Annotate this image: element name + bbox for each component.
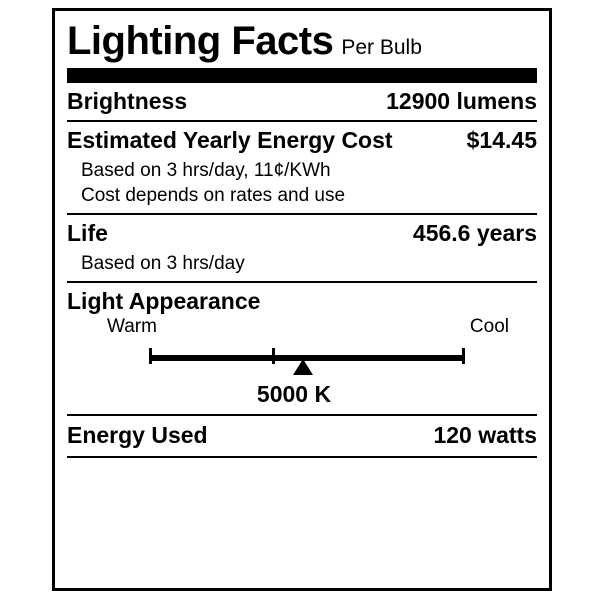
life-value: 456.6 years	[412, 220, 537, 246]
energy-cost-label: Estimated Yearly Energy Cost	[67, 127, 393, 153]
scale-marker-triangle-icon	[293, 359, 313, 375]
title-main-text: Lighting Facts	[67, 19, 334, 63]
lighting-facts-label	[52, 8, 552, 591]
appearance-scale	[67, 341, 537, 375]
brightness-label: Brightness	[67, 88, 188, 114]
scale-tick-left	[149, 348, 152, 364]
title-sub-text: Per Bulb	[341, 36, 422, 59]
energy-cost-note-1: Based on 3 hrs/day, 11¢/KWh	[81, 160, 331, 181]
label-title	[67, 19, 537, 65]
energy-used-row	[67, 416, 537, 456]
energy-cost-note-2: Cost depends on rates and use	[81, 185, 346, 206]
title-divider-bar	[67, 68, 537, 83]
scale-tick-middle	[272, 348, 275, 364]
brightness-value: 12900 lumens	[386, 88, 537, 114]
life-note: Based on 3 hrs/day	[81, 253, 245, 274]
brightness-row	[67, 83, 537, 120]
energy-used-label: Energy Used	[67, 422, 208, 448]
life-label: Life	[67, 220, 108, 246]
scale-warm-label: Warm	[107, 316, 157, 337]
appearance-scale-endpoints	[67, 316, 537, 339]
color-temperature-value: 5000 K	[256, 381, 332, 407]
energy-cost-row	[67, 122, 537, 159]
label-content	[67, 19, 537, 458]
energy-cost-value: $14.45	[466, 127, 537, 153]
life-row	[67, 215, 537, 252]
divider-after-energy-used	[67, 456, 537, 458]
energy-used-value: 120 watts	[433, 422, 537, 448]
light-appearance-label: Light Appearance	[67, 288, 261, 314]
scale-tick-right	[462, 348, 465, 364]
scale-cool-label: Cool	[469, 316, 509, 337]
